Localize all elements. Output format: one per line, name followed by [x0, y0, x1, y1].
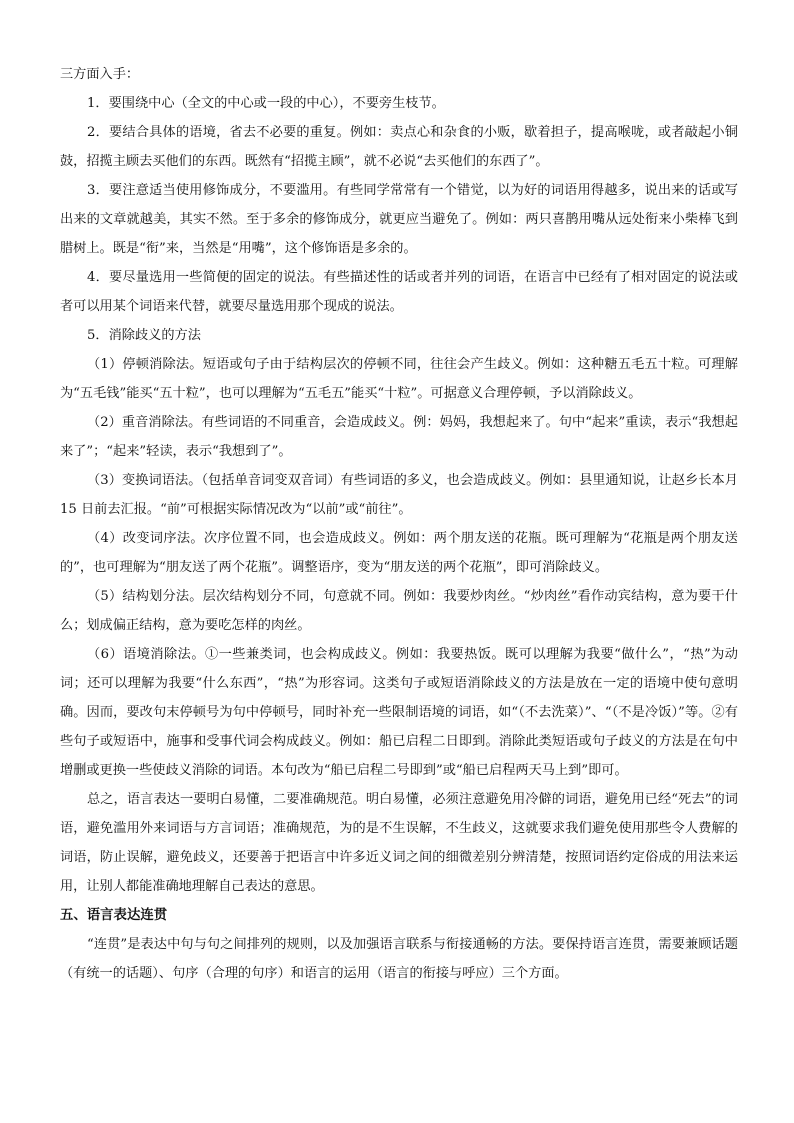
document-body — [60, 60, 738, 988]
paragraph-intro: 三方面入手： — [60, 67, 140, 82]
paragraph-method-2: （2）重音消除法。有些词语的不同重音，会造成歧义。例：妈妈，我想起来了。句中“起来”重读，表示“我想起来了”；“起来”轻读，表示“我想到了”。 — [60, 415, 738, 459]
paragraph-method-1: （1）停顿消除法。短语或句子由于结构层次的停顿不同，往往会产生歧义。例如：这种糖五毛五十粒。可理解为“五毛钱”能买“五十粒”，也可以理解为“五毛五”能买“十粒”。可据意义合理停顿，予以消除歧义。 — [60, 357, 738, 401]
paragraph-closing: “连贯”是表达中句与句之间排列的规则，以及加强语言联系与衔接通畅的方法。要保持语言连贯，需要兼顾话题（有统一的话题）、句序（合理的句序）和语言的运用（语言的衔接与呼应）三个方面。 — [60, 937, 738, 981]
paragraph-method-3: （3）变换词语法。（包括单音词变双音词）有些词语的多义，也会造成歧义。例如：县里通知说，让赵乡长本月 15 日前去汇报。“前”可根据实际情况改为“以前”或“前往”。 — [60, 473, 738, 517]
paragraph-method-6: （6）语境消除法。①一些兼类词，也会构成歧义。例如：我要热饭。既可以理解为我要“做什么”，“热”为动词；还可以理解为我要“什么东西”，“热”为形容词。这类句子或短语消除歧义的方法是放在一定的语境中使句意明确。因而，要改句末停顿号为句中停顿号，同时补充一些限制语境的词语，如“（不去洗菜）”、“（不是冷饭）”等。②有些句子或短语中，施事和受事代词会构成歧义。例如：船已启程二日即到。消除此类短语或句子歧义的方法是在句中增删或更换一些使歧义消除的词语。本句改为“船已启程二号即到”或“船已启程两天马上到”即可。 — [60, 647, 738, 778]
paragraph-summary: 总之，语言表达一要明白易懂，二要准确规范。明白易懂，必须注意避免用冷僻的词语，避免用已经“死去”的词语，避免滥用外来词语与方言词语；准确规范，为的是不生误解，不生歧义，这就要求我们避免使用那些令人费解的词语，防止误解，避免歧义，还要善于把语言中许多近义词之间的细微差别分辨清楚，按照词语约定俗成的用法来运用，让别人都能准确地理解自己表达的意思。 — [60, 792, 738, 894]
paragraph-item-4: 4．要尽量选用一些简便的固定的说法。有些描述性的话或者并列的词语，在语言中已经有了相对固定的说法或者可以用某个词语来代替，就要尽量选用那个现成的说法。 — [60, 270, 738, 314]
paragraph-item-2: 2．要结合具体的语境，省去不必要的重复。例如：卖点心和杂食的小贩，歇着担子，提高喉咙，或者敲起小铜鼓，招揽主顾去买他们的东西。既然有“招揽主顾”，就不必说“去买他们的东西了”。 — [60, 125, 738, 169]
paragraph-item-3: 3．要注意适当使用修饰成分，不要滥用。有些同学常常有一个错觉，以为好的词语用得越多，说出来的话或写出来的文章就越美，其实不然。至于多余的修饰成分，就更应当避免了。例如：两只喜鹊用嘴从远处衔来小柴棒飞到腊树上。既是“衔”来，当然是“用嘴”，这个修饰语是多余的。 — [60, 183, 738, 256]
paragraph-method-4: （4）改变词序法。次序位置不同，也会造成歧义。例如：两个朋友送的花瓶。既可理解为“花瓶是两个朋友送的”，也可理解为“朋友送了两个花瓶”。调整语序，变为“朋友送的两个花瓶”，即可消除歧义。 — [60, 531, 738, 575]
section-heading: 五、语言表达连贯 — [60, 908, 168, 923]
paragraph-method-5: （5）结构划分法。层次结构划分不同，句意就不同。例如：我要炒肉丝。“炒肉丝”看作动宾结构，意为要干什么；划成偏正结构，意为要吃怎样的肉丝。 — [60, 589, 738, 633]
paragraph-item-5: 5．消除歧义的方法 — [87, 328, 201, 343]
paragraph-item-1: 1．要围绕中心（全文的中心或一段的中心），不要旁生枝节。 — [87, 96, 445, 111]
